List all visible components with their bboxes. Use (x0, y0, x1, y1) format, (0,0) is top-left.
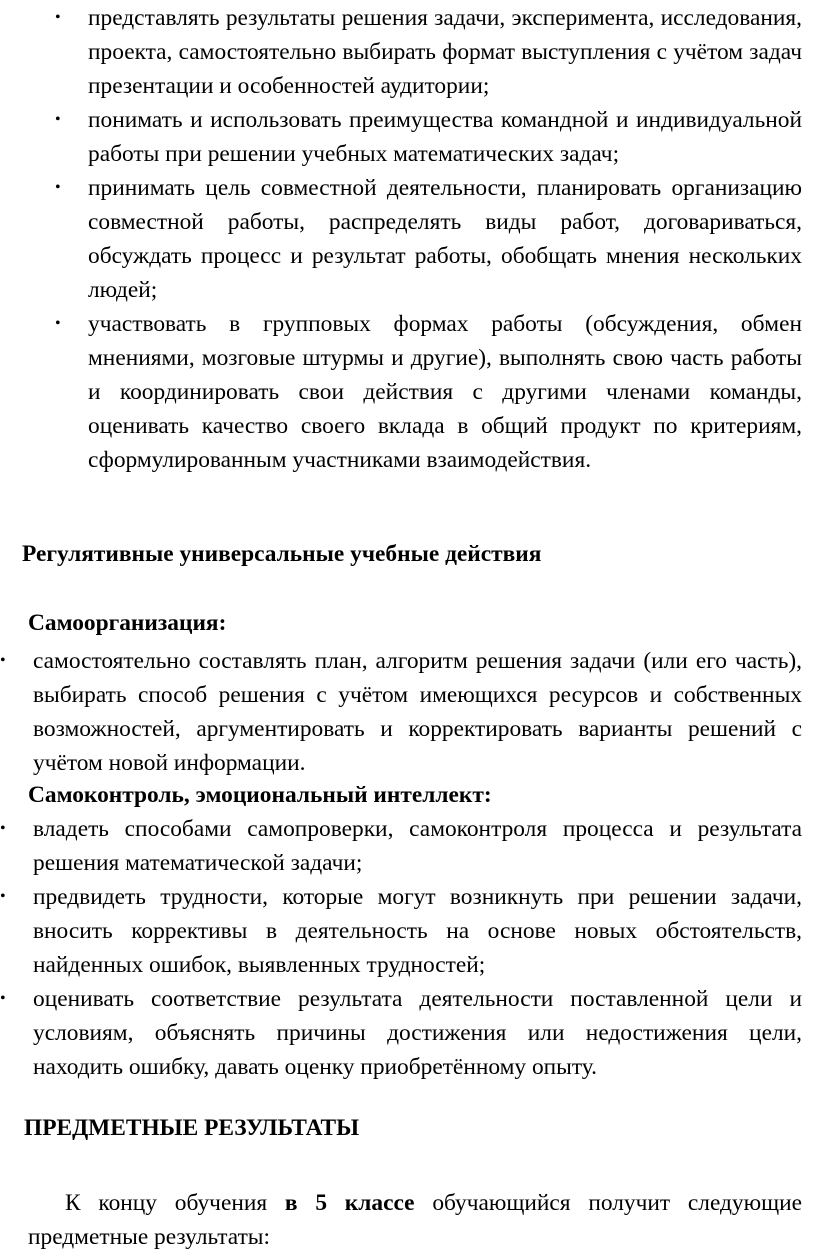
grade-5-paragraph (28, 1186, 802, 1254)
para-text-end: обучающийся получит следующие предметные результаты: (28, 1190, 803, 1250)
list-item-text: владеть способами самопроверки, самоконтроля процесса и результата решения математической задачи; (33, 816, 802, 876)
para-text-start: К концу обучения (65, 1190, 285, 1216)
bullet-icon: • (55, 179, 61, 196)
bullet-icon: • (55, 315, 61, 332)
list-item-text: представлять результаты решения задачи, эксперимента, исследования, проекта, самостоятельно выбирать формат выступления с учётом задач презентации и особенностей аудитории; (88, 5, 802, 99)
list-item (55, 1, 802, 103)
bullet-icon: • (0, 888, 6, 905)
bullet-icon: • (55, 111, 61, 128)
self-control-heading: Самоконтроль, эмоциональный интеллект: (28, 782, 492, 808)
communication-list (55, 1, 802, 477)
list-item (55, 307, 802, 477)
self-control-list (0, 812, 802, 1084)
list-item (55, 171, 802, 307)
list-item-text: участвовать в групповых формах работы (обсуждения, обмен мнениями, мозговые штурмы и другие), выполнять свою часть работы и координировать свои действия с другими членами команды, оценивать качество своего вклада в общий продукт по критериям, сформулированным участниками взаимодействия. (88, 311, 802, 473)
list-item-text: принимать цель совместной деятельности, планировать организацию совместной работы, распределять виды работ, договариваться, обсуждать процесс и результат работы, обобщать мнения нескольких людей; (88, 175, 802, 303)
bullet-icon: • (0, 990, 6, 1007)
list-item (0, 644, 802, 780)
self-organization-heading: Самоорганизация: (28, 610, 227, 636)
bullet-icon: • (0, 652, 6, 669)
list-item (0, 982, 802, 1084)
list-item (55, 103, 802, 171)
list-item-text: самостоятельно составлять план, алгоритм решения задачи (или его часть), выбирать способ решения с учётом имеющихся ресурсов и собственных возможностей, аргументировать и корректировать варианты решений с учётом новой информации. (33, 648, 802, 776)
list-item (0, 812, 802, 880)
subject-results-heading: ПРЕДМЕТНЫЕ РЕЗУЛЬТАТЫ (24, 1115, 360, 1141)
list-item-text: понимать и использовать преимущества командной и индивидуальной работы при решении учебных математических задач; (88, 107, 802, 167)
self-organization-list (0, 644, 802, 780)
regulative-heading: Регулятивные универсальные учебные действия (22, 541, 542, 567)
list-item-text: оценивать соответствие результата деятельности поставленной цели и условиям, объяснять причины достижения или недостижения цели, находить ошибку, давать оценку приобретённому опыту. (33, 986, 802, 1080)
para-grade-emphasis: в 5 классе (284, 1190, 415, 1216)
list-item-text: предвидеть трудности, которые могут возникнуть при решении задачи, вносить коррективы в деятельность на основе новых обстоятельств, найденных ошибок, выявленных трудностей; (33, 884, 802, 978)
list-item (0, 880, 802, 982)
bullet-icon: • (55, 9, 61, 26)
bullet-icon: • (0, 820, 6, 837)
